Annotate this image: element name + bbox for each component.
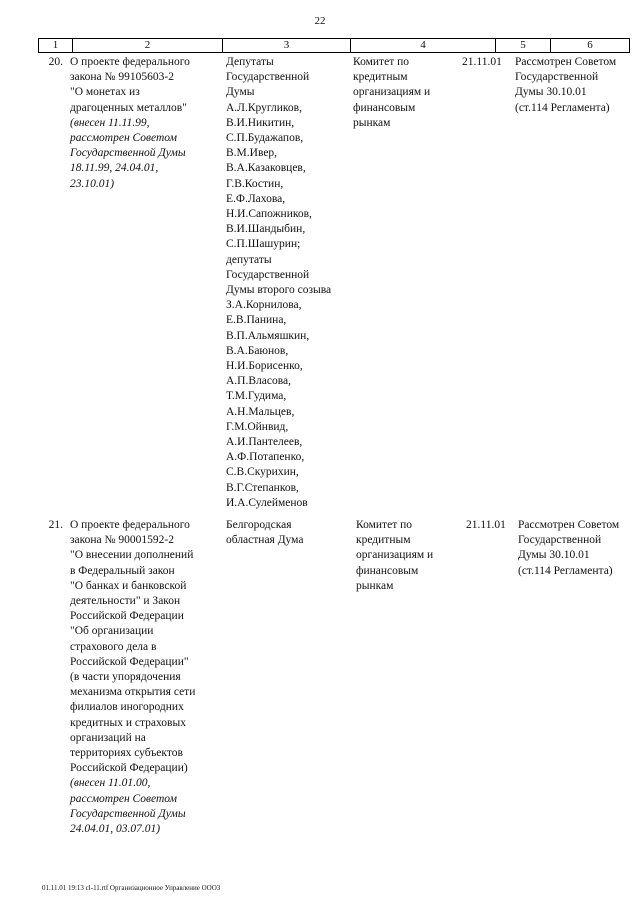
committee-line: организациям и: [356, 549, 434, 562]
committee-line: рынкам: [356, 579, 394, 592]
initiator-line: А.П.Власова,: [226, 375, 291, 388]
committee-line: Комитет по: [353, 56, 409, 68]
initiator-line: В.А.Казаковцев,: [226, 162, 306, 175]
initiator-line: Е.В.Панина,: [226, 314, 287, 327]
row-21-date: 21.11.01: [466, 519, 506, 531]
column-header-2: 2: [73, 39, 223, 52]
initiator-line: областная Дума: [226, 534, 304, 547]
bill-note-line: рассмотрен Советом: [70, 792, 177, 805]
bill-title-line: "О банках и банковской: [70, 579, 187, 592]
bill-title-line: Российской Федерации): [70, 762, 188, 775]
bill-title-line: закона № 99105603-2: [70, 71, 174, 84]
initiator-line: Е.Ф.Лахова,: [226, 192, 286, 205]
initiator-line: А.Л.Кругликов,: [226, 101, 302, 114]
row-20-committee: [353, 55, 458, 131]
column-header-row: [38, 38, 630, 53]
initiator-line: В.А.Баюнов,: [226, 344, 289, 357]
row-21-number: 21.: [48, 519, 63, 531]
column-header-4: 4: [351, 39, 496, 52]
bill-note-line: 24.04.01, 03.07.01): [70, 823, 161, 836]
status-line: Думы 30.10.01: [518, 549, 590, 562]
page-footer: 01.11.01 19:13 cl-11.rtf Организационное Управление ООО3: [42, 884, 221, 892]
committee-line: финансовым: [353, 101, 416, 114]
row-20-status: [515, 55, 637, 116]
committee-line: кредитным: [356, 534, 411, 547]
bill-title-line: организаций на: [70, 731, 146, 744]
row-21-committee: [356, 518, 458, 594]
initiator-line: А.Н.Мальцев,: [226, 405, 295, 418]
row-20-initiators: [226, 55, 351, 511]
bill-title-line: "О монетах из: [70, 86, 140, 99]
status-line: Государственной: [515, 71, 599, 84]
bill-title-line: "Об организации: [70, 625, 154, 638]
bill-title-line: страхового дела в: [70, 640, 157, 653]
initiator-line: В.И.Шандыбин,: [226, 223, 306, 236]
initiator-line: Государственной: [226, 268, 310, 281]
bill-note-line: (внесен 11.01.00,: [70, 777, 151, 790]
initiator-line: В.М.Ивер,: [226, 147, 278, 160]
initiator-line: А.Ф.Потапенко,: [226, 451, 305, 464]
status-line: Рассмотрен Советом: [515, 56, 617, 68]
committee-line: организациям и: [353, 86, 431, 99]
initiator-line: Н.И.Борисенко,: [226, 360, 303, 373]
column-header-5: 5: [496, 39, 551, 52]
initiator-line: Белгородская: [226, 519, 292, 531]
initiator-line: депутаты: [226, 253, 272, 266]
bill-note-line: Государственной Думы: [70, 807, 186, 820]
bill-note-line: 23.10.01): [70, 177, 115, 190]
status-line: (ст.114 Регламента): [515, 101, 610, 114]
status-line: (ст.114 Регламента): [518, 564, 613, 577]
row-20-bill: [70, 55, 230, 192]
initiator-line: В.П.Альмяшкин,: [226, 329, 310, 342]
status-line: Думы 30.10.01: [515, 86, 587, 99]
initiator-line: Думы второго созыва: [226, 284, 332, 297]
bill-title-line: О проекте федерального: [70, 56, 190, 68]
bill-title-line: в Федеральный закон: [70, 564, 175, 577]
initiator-line: В.Г.Степанков,: [226, 481, 299, 494]
initiator-line: В.И.Никитин,: [226, 116, 295, 129]
bill-title-line: филиалов иногородних: [70, 701, 184, 714]
bill-title-line: Российской Федерации": [70, 655, 189, 668]
bill-title-line: закона № 90001592-2: [70, 534, 174, 547]
row-20-date: 21.11.01: [462, 56, 502, 68]
initiator-line: Г.М.Ойнвид,: [226, 420, 289, 433]
status-line: Государственной: [518, 534, 602, 547]
initiator-line: Н.И.Сапожников,: [226, 208, 312, 221]
row-21-initiators: [226, 518, 351, 548]
initiator-line: С.В.Скурихин,: [226, 466, 299, 479]
bill-title-line: кредитных и страховых: [70, 716, 186, 729]
bill-title-line: территориях субъектов: [70, 747, 183, 760]
row-21-bill: [70, 518, 230, 837]
bill-note-line: 18.11.99, 24.04.01,: [70, 162, 159, 175]
bill-title-line: (в части упорядочения: [70, 671, 181, 684]
initiator-line: С.П.Будажапов,: [226, 132, 304, 145]
bill-note-line: рассмотрен Советом: [70, 132, 177, 145]
bill-note-line: (внесен 11.11.99,: [70, 116, 150, 129]
initiator-line: Г.В.Костин,: [226, 177, 284, 190]
status-line: Рассмотрен Советом: [518, 519, 620, 531]
row-20-number: 20.: [48, 56, 63, 68]
bill-title-line: "О внесении дополнений: [70, 549, 194, 562]
initiator-line: И.А.Сулейменов: [226, 496, 308, 509]
initiator-line: Т.М.Гудима,: [226, 390, 287, 403]
bill-title-line: Российской Федерации: [70, 610, 184, 623]
initiator-line: Государственной: [226, 71, 310, 84]
initiator-line: Думы: [226, 86, 255, 99]
column-header-1: 1: [39, 39, 73, 52]
initiator-line: А.И.Пантелеев,: [226, 436, 303, 449]
row-21-status: [518, 518, 638, 579]
bill-title-line: механизма открытия сети: [70, 686, 196, 699]
bill-title-line: деятельности" и Закон: [70, 595, 181, 608]
bill-title-line: О проекте федерального: [70, 519, 190, 531]
committee-line: финансовым: [356, 564, 419, 577]
column-header-3: 3: [223, 39, 351, 52]
initiator-line: Депутаты: [226, 56, 274, 68]
page-number: 22: [314, 15, 326, 27]
committee-line: кредитным: [353, 71, 408, 84]
committee-line: рынкам: [353, 116, 391, 129]
bill-note-line: Государственной Думы: [70, 147, 186, 160]
bill-title-line: драгоценных металлов": [70, 101, 187, 114]
committee-line: Комитет по: [356, 519, 412, 531]
initiator-line: З.А.Корнилова,: [226, 299, 302, 312]
column-header-6: 6: [587, 39, 593, 51]
initiator-line: С.П.Шашурин;: [226, 238, 301, 251]
